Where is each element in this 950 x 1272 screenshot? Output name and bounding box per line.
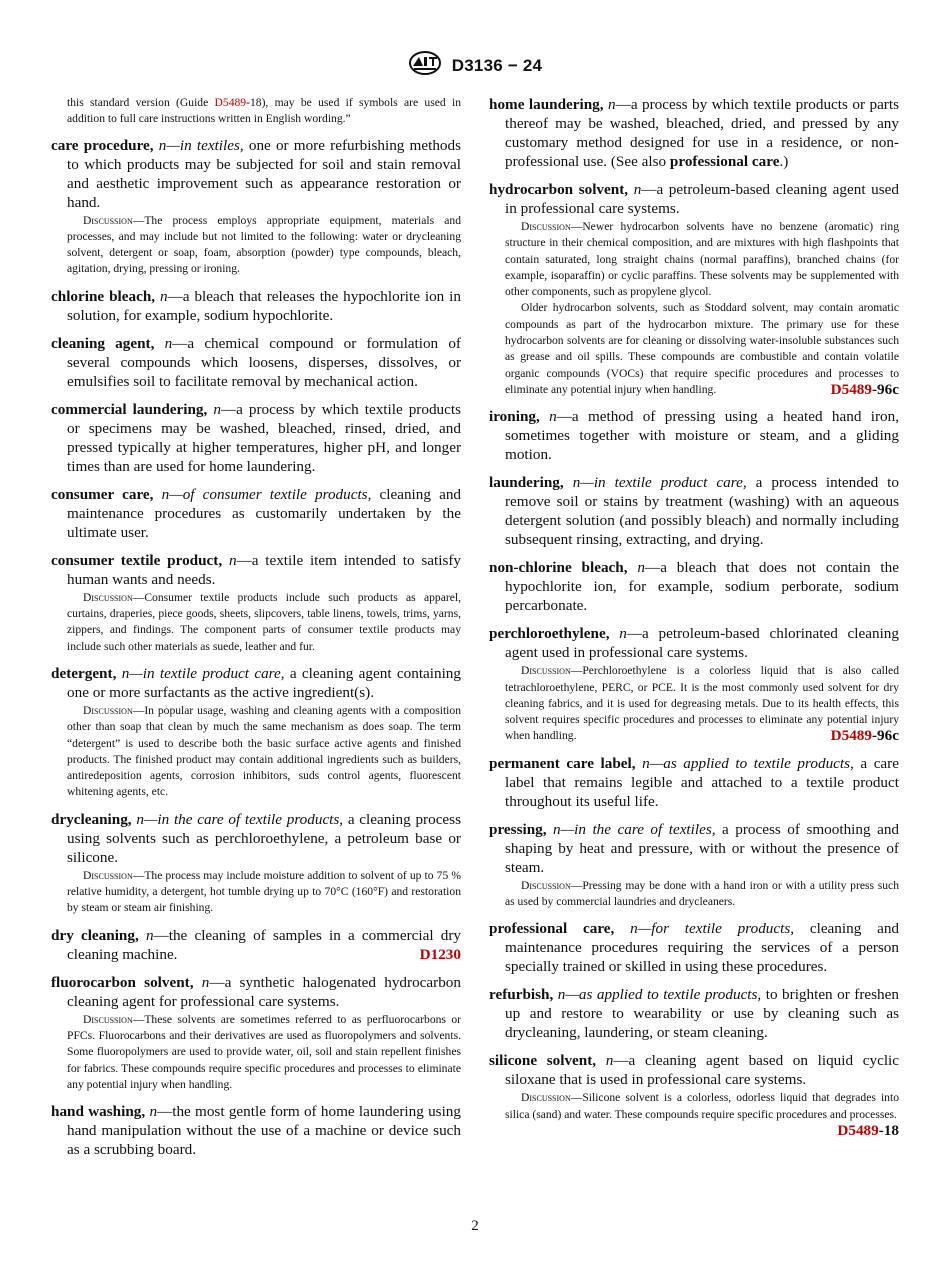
entry-term: professional care, <box>489 920 615 938</box>
reference-code: D5489 <box>837 1121 879 1139</box>
entry-definition <box>51 926 461 964</box>
entry-term: perchloroethylene, <box>489 625 610 643</box>
entry-discussion <box>489 1090 899 1139</box>
glossary-entry <box>489 1051 899 1139</box>
entry-definition: laundering, n—in textile product care, a process intended to remove soil or stains by treatment (washing) with an aqueous detergent solution (and possibly bleach) and normally including subsequent rinsing, extracting, and drying. <box>489 474 899 549</box>
part-of-speech: n <box>633 181 642 198</box>
entry-text: —a cleaning agent based on liquid cyclic siloxane that is used in professional care systems. <box>505 1052 899 1089</box>
part-of-speech: n <box>549 408 557 426</box>
discussion-text: —Consumer textile products include such products as apparel, curtains, draperies, piece goods, sheets, slipcovers, table linens, towels, trims, yarns, zippers, and findings. The component parts of consumer textile products may include such other materials as suede, leather and fur. <box>67 590 461 653</box>
entry-definition: pressing, n—in the care of textiles, a process of smoothing and shaping by heat and pressure, with or without the presence of steam. <box>489 820 900 876</box>
entry-definition <box>489 624 899 662</box>
discussion-text: —Silicone solvent is a colorless, odorless liquid that degrades into silica (sand) and water. These compounds require specific procedures and processes. <box>505 1091 899 1121</box>
part-of-speech: n <box>553 820 561 838</box>
page-number: 2 <box>471 1218 479 1234</box>
discussion-text: —The process may include moisture addition to solvent of up to 75 % relative humidity, a detergent, hot tumble drying up to 70°C (160°F) and restoration by steam or steam air finishing. <box>67 868 461 915</box>
discussion-text: —Newer hydrocarbon solvents have no benzene (aromatic) ring structure in their chemical composition, and are mixtures with high flashpoints that contain saturated, long straight chains (normal paraffins), branched chains (for example, isoparaffin) or cyclic paraffins. These solvents may be supplemented with other components, such as propylene glycol. <box>505 220 899 299</box>
glossary-entry <box>489 820 899 911</box>
entry-term: care procedure, <box>51 136 154 154</box>
part-of-speech: n <box>161 485 170 503</box>
entry-text: a cleaning agent containing one or more surfactants as the active ingredient(s). <box>67 664 461 701</box>
entry-term: laundering, <box>489 474 564 492</box>
entry-qualifier: in textile product care, <box>142 664 285 682</box>
glossary-entry <box>489 558 899 615</box>
entry-text: —a process by which textile products or specimens may be washed, bleached, rinsed, dried, and pressed typically at higher temperatures, higher pH, and longer times than are used for home laundering. <box>67 400 462 475</box>
discussion-text: —The process employs appropriate equipment, materials and processes, and may include but not limited to the following: water or drycleaning solvent, detergent or soap, foam, absorption (powder) type compounds, bleach, agitation, drying, pressing or ironing. <box>67 213 461 276</box>
glossary-entry <box>51 810 461 917</box>
entry-discussion <box>489 663 899 744</box>
entry-discussion <box>51 213 461 278</box>
entry-qualifier: of consumer textile products, <box>182 485 372 503</box>
entry-definition <box>489 407 899 464</box>
discussion-label: Discussion <box>521 878 571 892</box>
entry-definition <box>489 558 899 615</box>
glossary-entry <box>51 973 461 1093</box>
reference-suffix: -96c <box>872 380 899 398</box>
entry-text: —a petroleum-based chlorinated cleaning agent used in professional care systems. <box>505 625 899 662</box>
entry-qualifier: in textile product care, <box>593 474 747 492</box>
entry-term: refurbish, <box>489 986 554 1004</box>
glossary-entry <box>51 485 461 542</box>
entry-definition <box>489 95 899 171</box>
part-of-speech: n <box>228 551 237 569</box>
entry-text-tail: .) <box>779 153 789 170</box>
entry-term: consumer care, <box>51 485 154 503</box>
entry-term: consumer textile product, <box>51 551 223 569</box>
reference-suffix: -96c <box>872 727 899 745</box>
entry-term: home laundering, <box>489 96 604 113</box>
entry-term: permanent care label, <box>489 754 636 772</box>
entry-term: cleaning agent, <box>51 334 155 352</box>
left-column <box>51 95 461 1168</box>
entry-text: cleaning and maintenance procedures requiring the services of a person specially trained or skilled in using these procedures. <box>505 920 900 976</box>
entry-qualifier: in the care of textile products, <box>157 810 344 828</box>
part-of-speech: n <box>136 810 144 828</box>
entry-term: drycleaning, <box>51 810 132 828</box>
entry-text: a process intended to remove soil or stains by treatment (washing) with an aqueous detergent solution (and possibly bleach) and normally including subsequent rinsing, extracting, and drying. <box>505 474 899 549</box>
discussion-text: —Pressing may be done with a hand iron or with a utility press such as used by commercial laundries and drycleaners. <box>505 878 899 909</box>
discussion-text: —In popular usage, washing and cleaning agents with a composition other than soap that clean by much the same mechanism as does soap. The term “detergent” is used to describe both the basic surface active agents and finished products. The finished product may contain additional ingredients such as builders, antiredeposition agents, corrosion inhibitors, suds control agents, fluorescent whitening agents, etc. <box>67 703 461 799</box>
part-of-speech: n <box>149 1103 158 1121</box>
discussion-label: Discussion <box>521 664 571 678</box>
discussion-label: Discussion <box>521 1091 571 1105</box>
entry-definition <box>51 973 461 1011</box>
part-of-speech: n <box>121 664 130 682</box>
entry-qualifier: for textile products, <box>651 920 795 938</box>
reference-link[interactable] <box>831 382 899 398</box>
glossary-entry <box>51 551 461 655</box>
discussion-label: Discussion <box>83 213 133 227</box>
entry-text: —a textile item intended to satisfy human wants and needs. <box>67 551 462 588</box>
entry-term: silicone solvent, <box>489 1052 597 1070</box>
entry-discussion <box>51 590 461 655</box>
glossary-entry <box>489 180 899 407</box>
entry-text: —a method of pressing using a heated hand iron, sometimes together with moisture or steam, and a gliding motion. <box>505 408 899 464</box>
part-of-speech: n <box>605 1052 614 1070</box>
part-of-speech: n <box>145 926 154 944</box>
discussion-label: Discussion <box>83 590 133 604</box>
glossary-entry <box>489 919 899 976</box>
entry-definition <box>51 400 461 476</box>
entry-text: —a synthetic halogenated hydrocarbon cleaning agent for professional care systems. <box>67 973 461 1010</box>
entry-definition: care procedure, n—in textiles, one or more refurbishing methods to which products may be subjected for soil and stain removal and aesthetic improvement such as appearance restoration or hand. <box>51 136 462 211</box>
entry-term: ironing, <box>489 408 540 426</box>
entry-text: —the cleaning of samples in a commercial dry cleaning machine. <box>67 926 462 963</box>
part-of-speech: n <box>619 625 627 643</box>
glossary-entry <box>489 95 899 171</box>
entry-definition <box>51 551 461 589</box>
entry-definition: refurbish, n—as applied to textile products, to brighten or freshen up and restore to wearability or use by cleaning such as drycleaning, laundering, or steam cleaning. <box>489 986 899 1042</box>
entry-term: commercial laundering, <box>51 400 208 418</box>
reference-suffix: -18 <box>878 1121 899 1139</box>
glossary-entry <box>489 754 899 811</box>
entry-term: hand washing, <box>51 1103 146 1121</box>
discussion-text-2: Older hydrocarbon solvents, such as Stoddard solvent, may contain aromatic compounds as part of the hydrocarbon mixture. The primary use for these hydrocarbon solvents are for cleaning or dissolving water-insoluble substances such as grease and oil spills. These compounds are combustible and contain volatile organic compounds (VOCs) that require specific procedures and processes to eliminate any potential injury when handling. <box>505 301 899 396</box>
entry-text: —a process by which textile products or parts thereof may be washed, bleached, dried, and pressed by any customary method designed for use in a residence, or non-professional use. (See also <box>505 96 899 170</box>
entry-discussion <box>489 878 899 911</box>
part-of-speech: n <box>201 973 210 991</box>
entry-text: a process of smoothing and shaping by heat and pressure, with or without the presence of steam. <box>505 820 900 876</box>
entry-term: detergent, <box>51 664 117 682</box>
intro-continuation: this standard version (Guide D5489-18), may be used if symbols are used in addition to full care instructions written in English wording.” <box>67 96 461 126</box>
reference-link[interactable] <box>837 1123 899 1139</box>
glossary-entry <box>51 334 461 391</box>
entry-term: dry cleaning, <box>51 926 139 944</box>
page-header <box>0 50 950 81</box>
designation: D3136 − 24 <box>451 55 543 75</box>
entry-definition <box>51 334 461 391</box>
discussion-label: Discussion <box>83 1012 133 1026</box>
entry-text: cleaning and maintenance procedures as customarily undertaken by the ultimate user. <box>67 485 462 541</box>
entry-text: —a chemical compound or formulation of several compounds which loosens, disperses, dissolves, or emulsifies soil to facilitate removal by mechanical action. <box>67 334 461 390</box>
entry-text: a care label that remains legible and attached to a textile product throughout its useful life. <box>505 754 899 810</box>
entry-definition: professional care, n—for textile products, cleaning and maintenance procedures requiring the services of a person specially trained or skilled in using these procedures. <box>489 920 900 976</box>
glossary-entry <box>489 985 899 1042</box>
entry-term: chlorine bleach, <box>51 287 156 305</box>
glossary-entry <box>51 136 461 278</box>
entry-definition <box>51 1102 461 1159</box>
glossary-entry <box>51 287 461 325</box>
part-of-speech: n <box>164 334 173 352</box>
entry-discussion <box>489 219 899 398</box>
glossary-entry <box>489 473 899 549</box>
reference-code: D5489 <box>830 380 872 398</box>
discussion-text: —Perchloroethylene is a colorless liquid that is also called tetrachloroethylene, PERC, or PCE. It is the most commonly used solvent for dry cleaning fabrics, and it is used for degreasing metals. Due to its health effects, this solvent requires specific procedures and processes to eliminate any potential injury when handling. <box>505 664 899 743</box>
intro-ref-link[interactable]: D5489 <box>214 96 247 109</box>
entry-text: to brighten or freshen up and restore to wearability or use by cleaning such as drycleaning, laundering, or steam cleaning. <box>505 986 899 1042</box>
glossary-entry <box>51 400 461 476</box>
glossary-entry <box>489 624 899 753</box>
entry-definition: drycleaning, n—in the care of textile products, a cleaning process using solvents such as perchloroethylene, a petroleum base or silicone. <box>51 810 461 866</box>
entry-text: —a bleach that releases the hypochlorite ion in solution, for example, sodium hypochlorite. <box>67 287 462 324</box>
part-of-speech: n <box>557 986 566 1004</box>
reference-link[interactable] <box>831 728 899 744</box>
discussion-text: —These solvents are sometimes referred to as perfluorocarbons or PFCs. Fluorocarbons and their derivatives are used as fluoropolymers and solvents. Some fluoropolymers are used to provide water, oil, soil and stain repellent finishes for fabrics. These compounds require specific procedures and processes to eliminate any potential injury when handling. <box>67 1012 461 1091</box>
glossary-entry <box>51 1102 461 1159</box>
entry-term: hydrocarbon solvent, <box>489 181 629 198</box>
entry-definition: consumer care, n—of consumer textile products, cleaning and maintenance procedures as customarily undertaken by the ultimate user. <box>51 485 462 541</box>
entry-qualifier: in the care of textiles, <box>574 820 716 838</box>
reference-link[interactable] <box>420 945 461 964</box>
astm-logo-icon <box>408 50 442 81</box>
entry-discussion <box>51 868 461 917</box>
entry-term: non-chlorine bleach, <box>489 559 628 577</box>
entry-text: one or more refurbishing methods to which products may be subjected for soil and stain removal and aesthetic improvement such as appearance restoration or hand. <box>67 136 462 211</box>
right-column <box>489 95 899 1139</box>
glossary-entry <box>51 664 461 801</box>
part-of-speech: n <box>642 754 650 772</box>
entry-text: —a petroleum-based cleaning agent used in professional care systems. <box>505 181 899 217</box>
entry-discussion <box>51 703 461 801</box>
entry-term: fluorocarbon solvent, <box>51 973 194 991</box>
reference-code: D5489 <box>830 727 872 745</box>
entry-definition <box>51 287 461 325</box>
part-of-speech: n <box>160 287 168 305</box>
entry-qualifier: as applied to textile products, <box>663 754 854 772</box>
entry-definition: detergent, n—in textile product care, a cleaning agent containing one or more surfactants as the active ingredient(s). <box>51 664 461 701</box>
discussion-label: Discussion <box>521 220 571 233</box>
part-of-speech: n <box>637 559 645 577</box>
entry-qualifier: in textiles, <box>179 136 244 154</box>
part-of-speech: n <box>158 136 167 154</box>
entry-definition: permanent care label, n—as applied to textile products, a care label that remains legible and attached to a textile product throughout its useful life. <box>489 754 899 810</box>
entry-qualifier: as applied to textile products, <box>578 986 762 1004</box>
entry-discussion <box>51 1012 461 1093</box>
entry-definition <box>489 1051 899 1089</box>
see-also-term[interactable]: professional care <box>669 153 780 170</box>
entry-definition <box>489 180 899 218</box>
discussion-label: Discussion <box>83 703 133 717</box>
discussion-label: Discussion <box>83 868 133 882</box>
part-of-speech: n <box>630 920 638 938</box>
glossary-entry <box>51 926 461 973</box>
part-of-speech: n <box>608 96 616 113</box>
reference-code: D1230 <box>419 945 461 963</box>
entry-text: —a bleach that does not contain the hypochlorite ion, for example, sodium perborate, sodium percarbonate. <box>505 559 899 615</box>
part-of-speech: n <box>213 400 221 418</box>
entry-term: pressing, <box>489 820 547 838</box>
glossary-entry <box>489 407 899 464</box>
entry-text: —the most gentle form of home laundering using hand manipulation without the use of a machine or device such as a scrubbing board. <box>67 1103 461 1159</box>
part-of-speech: n <box>572 474 581 492</box>
entry-text: a cleaning process using solvents such as perchloroethylene, a petroleum base or silicone. <box>67 810 461 866</box>
